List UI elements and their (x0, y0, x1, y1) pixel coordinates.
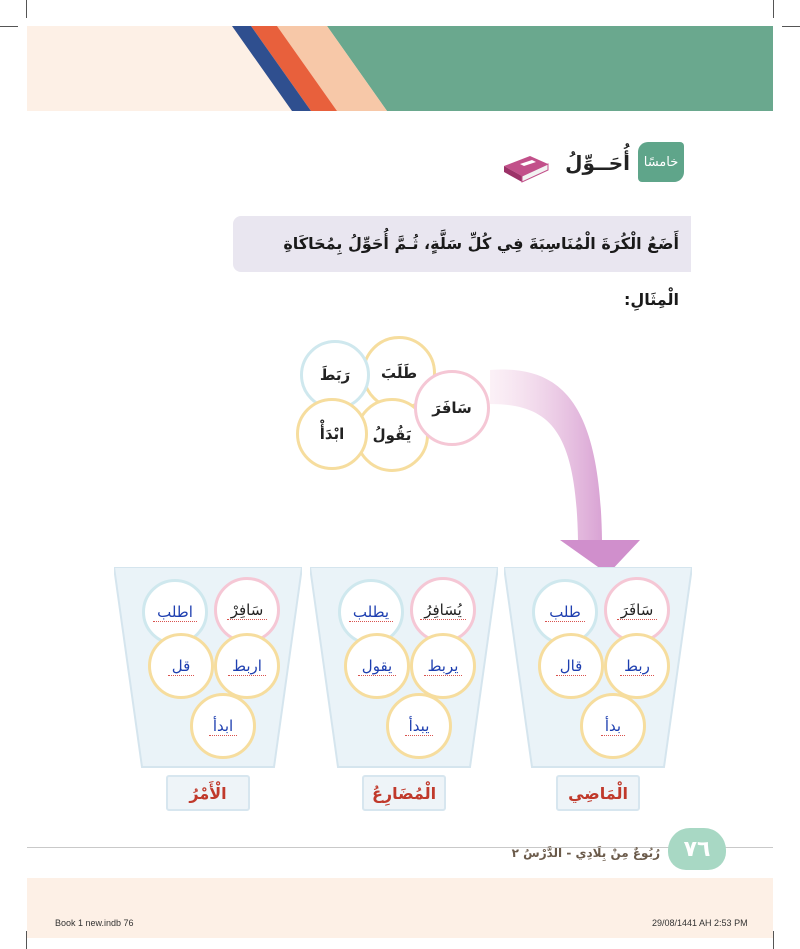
crop-mark (773, 0, 774, 18)
print-date-info: 29/08/1441 AH 2:53 PM (652, 918, 748, 928)
word-ball-label: ابْدَأْ (319, 425, 345, 443)
crop-mark (0, 26, 18, 27)
crop-mark (26, 0, 27, 18)
answer-ball (386, 693, 452, 759)
curved-arrow (480, 360, 680, 580)
section-badge: خامسًا (638, 142, 684, 182)
answer-ball (148, 633, 214, 699)
answer-ball (538, 633, 604, 699)
answer-ball (190, 693, 256, 759)
instruction-text: أَضَعُ الْكُرَةَ الْمُنَاسِبَةَ فِي كُلِّ سَلَّةٍ، ثُـمَّ أُحَوِّلُ بِمُحَاكَاةِ الْمِثَالِ: (233, 216, 691, 272)
answer-ball (580, 693, 646, 759)
word-ball-label: طَلَبَ (380, 364, 418, 382)
footer-divider (27, 847, 773, 848)
word-ball-label: يَقُولُ (372, 426, 412, 444)
answer-word: بدأ (601, 717, 625, 736)
crop-mark (773, 931, 774, 949)
word-ball[interactable] (296, 398, 368, 470)
footer-band (27, 878, 773, 938)
example-word: سَافَرَ (617, 601, 658, 620)
answer-word: يربط (424, 657, 463, 676)
answer-ball (604, 633, 670, 699)
answer-word: طلب (545, 603, 585, 622)
page-number: ٧٦ (668, 828, 726, 870)
header-stripes (27, 26, 773, 111)
answer-ball (410, 633, 476, 699)
basket-present (310, 567, 498, 817)
basket-label: الْمَاضِي (556, 775, 640, 811)
basket-label: الْأَمْرُ (166, 775, 250, 811)
section-title: أُحَــوِّلُ (565, 151, 630, 175)
page-header-band (27, 26, 773, 111)
answer-word: يطلب (349, 603, 393, 622)
answer-word: ربط (620, 657, 654, 676)
example-word: يُسَافِرُ (420, 601, 466, 620)
example-word: سَافِرْ (227, 601, 268, 620)
basket-label: الْمُضَارِعُ (362, 775, 446, 811)
answer-word: اطلب (153, 603, 197, 622)
answer-word: يبدأ (405, 717, 434, 736)
answer-word: اربط (228, 657, 266, 676)
basket-past (504, 567, 692, 817)
answer-ball (214, 633, 280, 699)
print-file-info: Book 1 new.indb 76 (55, 918, 134, 928)
word-ball-label: سَافَرَ (432, 399, 472, 417)
word-ball-label: رَبَطَ (319, 366, 351, 384)
answer-word: ابدأ (209, 717, 237, 736)
crop-mark (782, 26, 800, 27)
answer-word: قال (556, 657, 587, 676)
basket-imperative (114, 567, 302, 817)
word-ball[interactable] (414, 370, 490, 446)
book-icon (500, 152, 552, 184)
answer-word: يقول (358, 657, 396, 676)
footer-book-title: رُبُوعٌ مِنْ بِلَادِي - الدَّرْسُ ٢ (511, 846, 660, 860)
answer-word: قل (168, 657, 195, 676)
answer-ball (344, 633, 410, 699)
